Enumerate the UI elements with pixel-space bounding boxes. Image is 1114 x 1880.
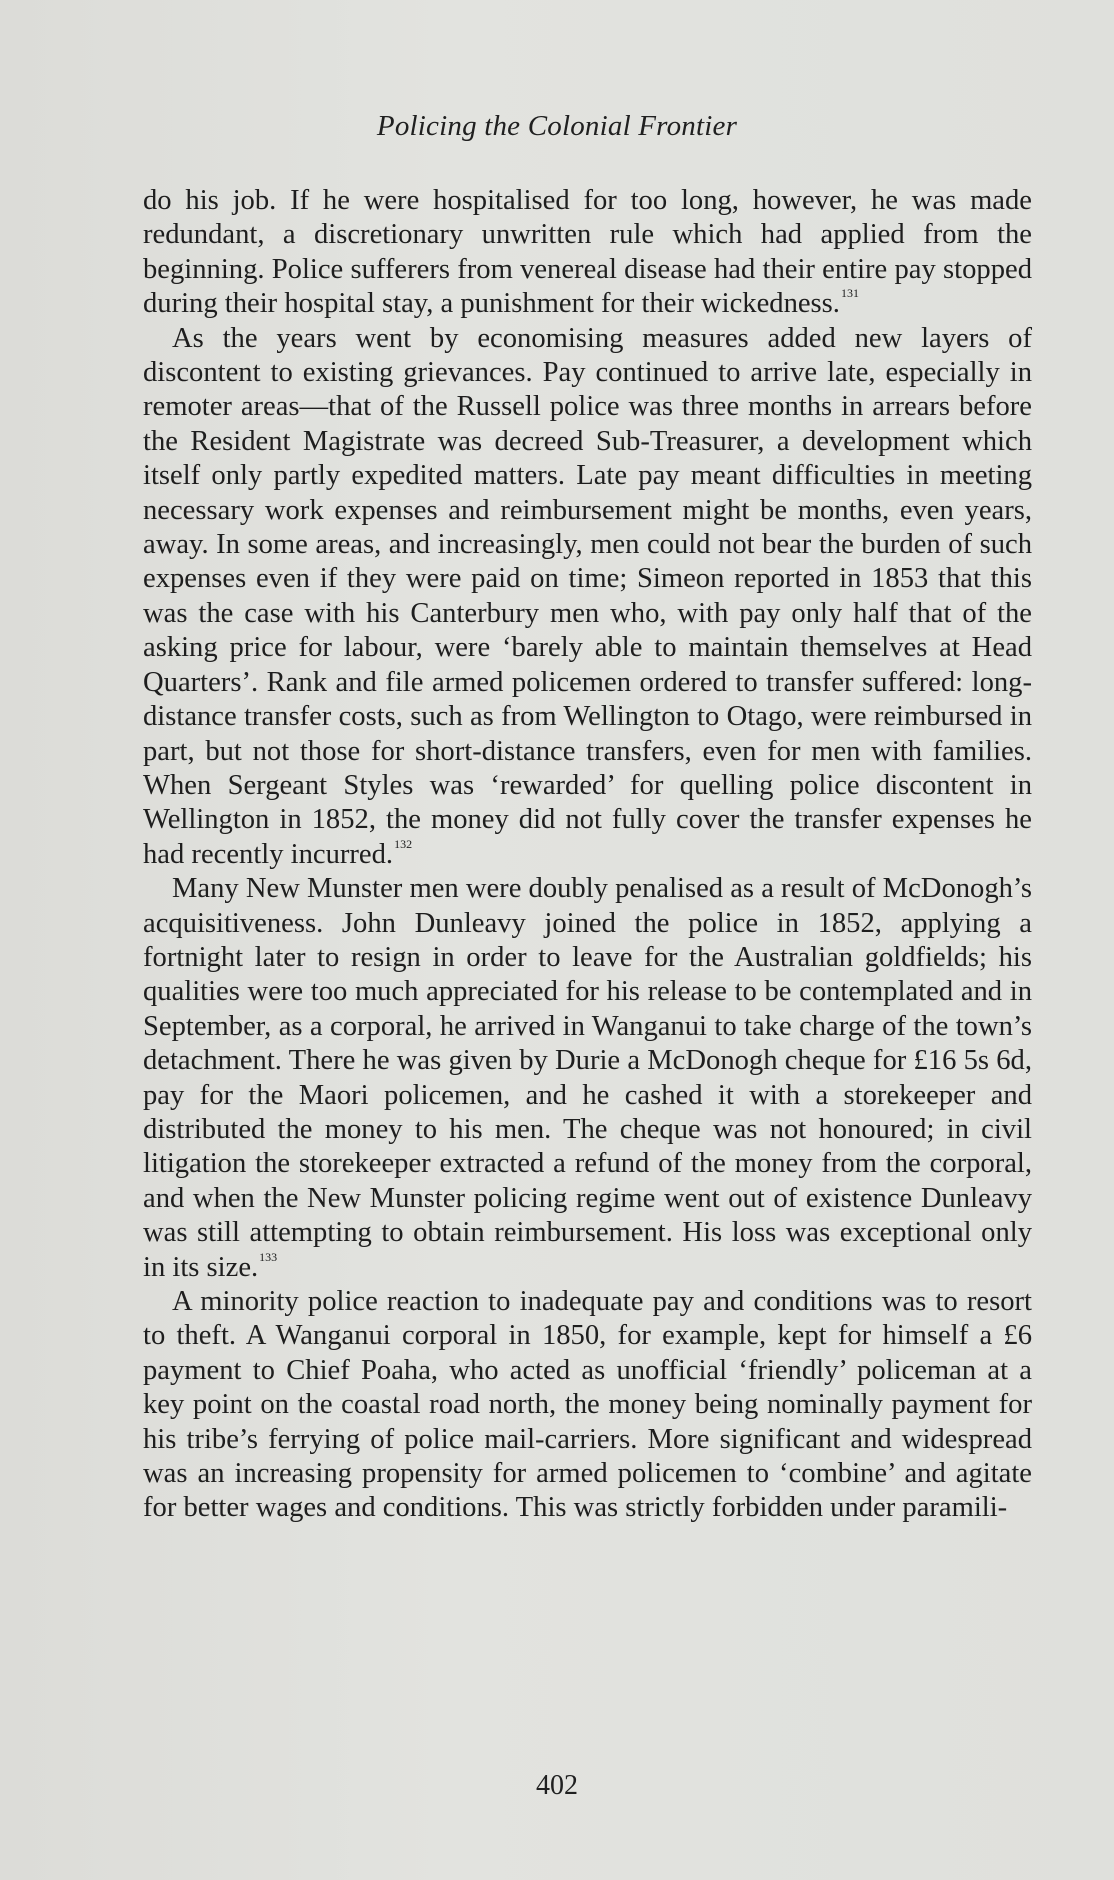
page-number: 402	[536, 1770, 578, 1801]
paragraph-text: As the years went by economising measures added new layers of discontent to existing grievances. Pay continued to arrive late, especially in remoter areas—that of the Russell police was three months in arrears before the Resident Magistrate was decreed Sub-Treasurer, a development which itself only partly expedited matters. Late pay meant difficulties in meeting necessary work expenses and reimbursement might be months, even years, away. In some areas, and increasingly, men could not bear the burden of such expenses even if they were paid on time; Simeon reported in 1853 that this was the case with his Canterbury men who, with pay only half that of the asking price for labour, were ‘barely able to maintain themselves at Head Quarters’. Rank and file armed policemen ordered to transfer suffered: long-distance transfer costs, such as from Wellington to Otago, were reimbursed in part, but not those for short-distance transfers, even for men with families. When Sergeant Styles was ‘rewarded’ for quelling police discontent in Wellington in 1852, the money did not fully cover the transfer expenses he had recently incurred.	[143, 322, 1032, 870]
paragraph	[143, 1285, 1032, 1526]
body-text	[143, 184, 1032, 1526]
running-head: Policing the Colonial Frontier	[376, 110, 738, 142]
paragraph-text: Many New Munster men were doubly penalised as a result of McDonogh’s acquisitiveness. John Dunleavy joined the police in 1852, applying a fortnight later to resign in order to leave for the Australian goldfields; his qualities were too much appreciated for his release to be contemplated and in September, as a corporal, he arrived in Wanganui to take charge of the town’s detachment. There he was given by Durie a McDonogh cheque for £16 5s 6d, pay for the Maori policemen, and he cashed it with a storekeeper and distributed the money to his men. The cheque was not honoured; in civil litigation the storekeeper extracted a refund of the money from the corporal, and when the New Munster policing regime went out of existence Dunleavy was still attempting to obtain reimbursement. His loss was exceptional only in its size.	[143, 873, 1033, 1283]
paragraph	[143, 872, 1032, 1285]
paragraph	[143, 184, 1032, 322]
paragraph-text: do his job. If he were hospitalised for too long, however, he was made redundant, a discretionary unwritten rule which had applied from the beginning. Police sufferers from venereal disease had their entire pay stopped during their hospital stay, a punishment for their wickedness.	[143, 185, 1032, 320]
paragraph-text: A minority police reaction to inadequate pay and conditions was to resort to theft. A Wanganui corporal in 1850, for example, kept for himself a £6 payment to Chief Poaha, who acted as unofficial ‘friendly’ policeman at a key point on the coastal road north, the money being nominally payment for his tribe’s ferrying of police mail-carriers. More significant and widespread was an increasing propensity for armed policemen to ‘combine’ and agitate for better wages and conditions. This was strictly forbidden under paramili-	[143, 1286, 1032, 1524]
footnote-marker: 132	[394, 836, 413, 851]
footnote-marker: 133	[259, 1249, 278, 1264]
paragraph	[143, 322, 1032, 873]
footnote-marker: 131	[840, 286, 859, 301]
